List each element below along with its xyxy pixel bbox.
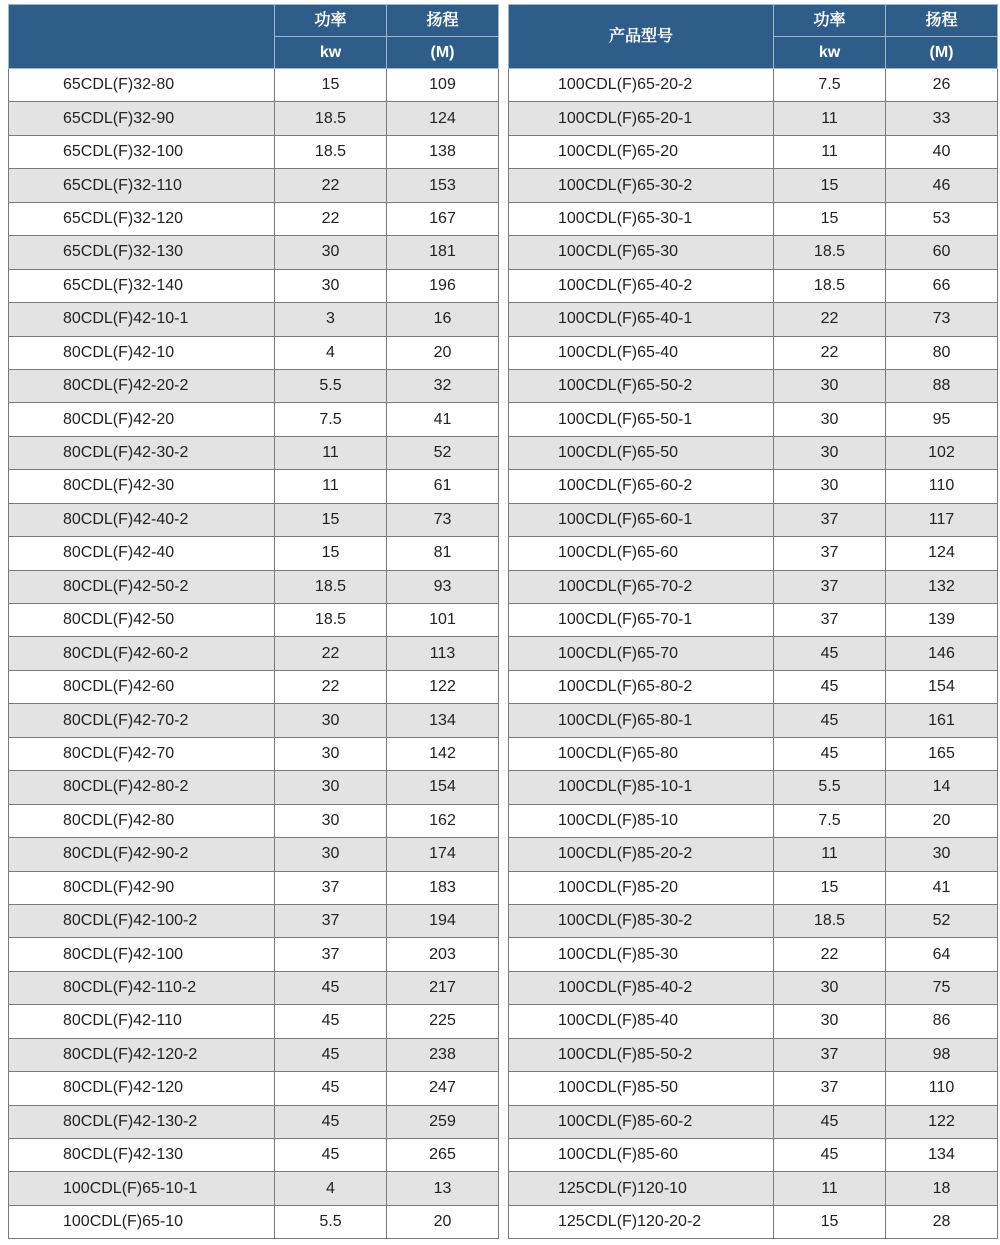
model-cell: 100CDL(F)65-50: [509, 436, 774, 469]
power-cell: 18.5: [774, 236, 886, 269]
head-cell: 167: [387, 202, 499, 235]
model-cell: 65CDL(F)32-90: [9, 102, 275, 135]
head-cell: 110: [886, 1072, 998, 1105]
table-row: [9, 369, 499, 402]
table-row: [9, 303, 499, 336]
power-header: 功率: [275, 5, 387, 37]
power-cell: 11: [275, 470, 387, 503]
spec-table-right: [508, 4, 998, 1239]
power-cell: 37: [774, 604, 886, 637]
head-cell: 28: [886, 1205, 998, 1238]
head-cell: 40: [886, 135, 998, 168]
table-row: [509, 604, 998, 637]
head-cell: 174: [387, 838, 499, 871]
head-cell: 146: [886, 637, 998, 670]
power-cell: 7.5: [275, 403, 387, 436]
table-row: [9, 1072, 499, 1105]
table-row: [509, 1139, 998, 1172]
model-cell: 65CDL(F)32-140: [9, 269, 275, 302]
table-row: [9, 503, 499, 536]
power-cell: 45: [275, 971, 387, 1004]
model-cell: 100CDL(F)65-10: [9, 1205, 275, 1238]
head-cell: 101: [387, 604, 499, 637]
header-row-top: [9, 5, 499, 37]
model-cell: 80CDL(F)42-10-1: [9, 303, 275, 336]
power-cell: 30: [774, 1005, 886, 1038]
model-cell: 80CDL(F)42-100-2: [9, 904, 275, 937]
spec-table-left: [8, 4, 499, 1239]
model-cell: 80CDL(F)42-50: [9, 604, 275, 637]
model-cell: 65CDL(F)32-110: [9, 169, 275, 202]
table-row: [9, 537, 499, 570]
power-cell: 45: [774, 1105, 886, 1138]
power-cell: 22: [275, 202, 387, 235]
model-cell: 80CDL(F)42-10: [9, 336, 275, 369]
power-cell: 4: [275, 336, 387, 369]
table-row: [9, 1205, 499, 1238]
table-row: [509, 369, 998, 402]
power-cell: 15: [275, 537, 387, 570]
head-cell: 30: [886, 838, 998, 871]
head-cell: 142: [387, 737, 499, 770]
model-cell: 80CDL(F)42-50-2: [9, 570, 275, 603]
power-cell: 45: [774, 737, 886, 770]
power-unit: kw: [275, 37, 387, 69]
power-cell: 37: [275, 871, 387, 904]
power-cell: 3: [275, 303, 387, 336]
head-unit: (M): [387, 37, 499, 69]
table-row: [9, 336, 499, 369]
table-row: [9, 236, 499, 269]
head-cell: 33: [886, 102, 998, 135]
head-cell: 13: [387, 1172, 499, 1205]
power-cell: 15: [774, 871, 886, 904]
head-cell: 73: [886, 303, 998, 336]
power-cell: 4: [275, 1172, 387, 1205]
head-cell: 217: [387, 971, 499, 1004]
power-cell: 45: [275, 1139, 387, 1172]
table-row: [509, 1005, 998, 1038]
power-cell: 11: [774, 1172, 886, 1205]
model-cell: 80CDL(F)42-80: [9, 804, 275, 837]
power-cell: 18.5: [275, 135, 387, 168]
table-row: [509, 169, 998, 202]
model-header: 产品型号: [509, 5, 774, 69]
head-cell: 124: [387, 102, 499, 135]
power-cell: 15: [774, 202, 886, 235]
table-row: [509, 470, 998, 503]
model-cell: 80CDL(F)42-20: [9, 403, 275, 436]
model-cell: 100CDL(F)65-30: [509, 236, 774, 269]
head-cell: 41: [886, 871, 998, 904]
table-row: [509, 1038, 998, 1071]
head-cell: 93: [387, 570, 499, 603]
model-cell: 100CDL(F)65-20: [509, 135, 774, 168]
table-row: [509, 303, 998, 336]
header-row-top: [509, 5, 998, 37]
power-cell: 37: [275, 938, 387, 971]
table-row: [9, 135, 499, 168]
model-cell: 80CDL(F)42-90: [9, 871, 275, 904]
power-cell: 30: [275, 269, 387, 302]
table-row: [9, 102, 499, 135]
head-cell: 53: [886, 202, 998, 235]
model-cell: 100CDL(F)85-20-2: [509, 838, 774, 871]
head-cell: 20: [886, 804, 998, 837]
head-header: 扬程: [387, 5, 499, 37]
head-cell: 109: [387, 69, 499, 102]
model-cell: 100CDL(F)85-20: [509, 871, 774, 904]
model-cell: 80CDL(F)42-70: [9, 737, 275, 770]
head-cell: 153: [387, 169, 499, 202]
model-cell: 100CDL(F)85-40-2: [509, 971, 774, 1004]
model-cell: 100CDL(F)65-40-1: [509, 303, 774, 336]
model-cell: 80CDL(F)42-40-2: [9, 503, 275, 536]
table-row: [509, 971, 998, 1004]
power-cell: 11: [774, 135, 886, 168]
power-cell: 30: [275, 737, 387, 770]
power-cell: 37: [774, 537, 886, 570]
head-cell: 16: [387, 303, 499, 336]
head-cell: 32: [387, 369, 499, 402]
power-cell: 45: [275, 1105, 387, 1138]
table-row: [509, 771, 998, 804]
power-cell: 30: [774, 470, 886, 503]
model-cell: 100CDL(F)65-20-2: [509, 69, 774, 102]
power-cell: 5.5: [774, 771, 886, 804]
power-cell: 18.5: [774, 269, 886, 302]
head-cell: 64: [886, 938, 998, 971]
table-row: [509, 637, 998, 670]
table-row: [9, 1139, 499, 1172]
head-cell: 165: [886, 737, 998, 770]
table-row: [509, 570, 998, 603]
model-cell: 80CDL(F)42-60-2: [9, 637, 275, 670]
model-cell: 80CDL(F)42-70-2: [9, 704, 275, 737]
power-cell: 45: [774, 1139, 886, 1172]
table-row: [9, 269, 499, 302]
table-row: [9, 69, 499, 102]
table-row: [9, 737, 499, 770]
model-cell: 100CDL(F)85-10: [509, 804, 774, 837]
model-cell: 100CDL(F)85-30-2: [509, 904, 774, 937]
head-cell: 134: [886, 1139, 998, 1172]
model-cell: 80CDL(F)42-120: [9, 1072, 275, 1105]
table-row: [9, 938, 499, 971]
power-cell: 30: [774, 971, 886, 1004]
power-cell: 37: [774, 570, 886, 603]
model-cell: 100CDL(F)65-30-1: [509, 202, 774, 235]
model-cell: 80CDL(F)42-30-2: [9, 436, 275, 469]
power-cell: 30: [275, 838, 387, 871]
model-cell: 65CDL(F)32-80: [9, 69, 275, 102]
table-row: [9, 1105, 499, 1138]
power-cell: 22: [774, 303, 886, 336]
power-cell: 37: [275, 904, 387, 937]
head-cell: 265: [387, 1139, 499, 1172]
head-cell: 196: [387, 269, 499, 302]
head-cell: 122: [886, 1105, 998, 1138]
head-cell: 46: [886, 169, 998, 202]
power-cell: 11: [774, 838, 886, 871]
power-header: 功率: [774, 5, 886, 37]
power-cell: 22: [275, 670, 387, 703]
model-cell: 100CDL(F)85-10-1: [509, 771, 774, 804]
model-cell: 100CDL(F)85-40: [509, 1005, 774, 1038]
model-cell: 80CDL(F)42-130-2: [9, 1105, 275, 1138]
power-cell: 18.5: [275, 570, 387, 603]
table-row: [9, 771, 499, 804]
table-row: [9, 1038, 499, 1071]
head-cell: 73: [387, 503, 499, 536]
power-cell: 37: [774, 1038, 886, 1071]
power-cell: 22: [275, 637, 387, 670]
power-cell: 45: [774, 670, 886, 703]
head-cell: 259: [387, 1105, 499, 1138]
table-row: [509, 804, 998, 837]
table-row: [509, 904, 998, 937]
power-cell: 45: [774, 637, 886, 670]
head-cell: 20: [387, 336, 499, 369]
table-row: [509, 135, 998, 168]
power-cell: 37: [774, 503, 886, 536]
head-cell: 247: [387, 1072, 499, 1105]
power-cell: 45: [275, 1038, 387, 1071]
table-row: [509, 336, 998, 369]
table-row: [509, 737, 998, 770]
table-row: [9, 904, 499, 937]
head-cell: 41: [387, 403, 499, 436]
power-cell: 22: [774, 336, 886, 369]
head-cell: 124: [886, 537, 998, 570]
head-cell: 14: [886, 771, 998, 804]
table-row: [9, 436, 499, 469]
head-cell: 154: [886, 670, 998, 703]
model-cell: 80CDL(F)42-40: [9, 537, 275, 570]
power-cell: 18.5: [774, 904, 886, 937]
model-cell: 80CDL(F)42-80-2: [9, 771, 275, 804]
head-cell: 138: [387, 135, 499, 168]
head-cell: 194: [387, 904, 499, 937]
model-cell: 100CDL(F)65-70: [509, 637, 774, 670]
model-cell: 100CDL(F)65-60: [509, 537, 774, 570]
head-cell: 80: [886, 336, 998, 369]
table-row: [509, 102, 998, 135]
power-cell: 11: [275, 436, 387, 469]
model-cell: 65CDL(F)32-100: [9, 135, 275, 168]
table-row: [509, 503, 998, 536]
table-row: [509, 1205, 998, 1238]
head-cell: 117: [886, 503, 998, 536]
model-cell: 100CDL(F)65-10-1: [9, 1172, 275, 1205]
model-cell: 80CDL(F)42-20-2: [9, 369, 275, 402]
power-cell: 30: [275, 236, 387, 269]
head-cell: 66: [886, 269, 998, 302]
model-cell: 100CDL(F)65-70-1: [509, 604, 774, 637]
head-cell: 20: [387, 1205, 499, 1238]
table-row: [9, 169, 499, 202]
head-cell: 102: [886, 436, 998, 469]
power-cell: 30: [774, 403, 886, 436]
model-cell: 80CDL(F)42-100: [9, 938, 275, 971]
power-cell: 30: [275, 704, 387, 737]
table-row: [509, 704, 998, 737]
table-row: [9, 1172, 499, 1205]
head-cell: 134: [387, 704, 499, 737]
table-row: [9, 670, 499, 703]
table-row: [9, 570, 499, 603]
head-cell: 60: [886, 236, 998, 269]
power-cell: 22: [275, 169, 387, 202]
model-cell: 100CDL(F)65-50-2: [509, 369, 774, 402]
model-cell: 65CDL(F)32-120: [9, 202, 275, 235]
table-row: [9, 637, 499, 670]
power-cell: 30: [275, 804, 387, 837]
head-cell: 81: [387, 537, 499, 570]
model-cell: 80CDL(F)42-110: [9, 1005, 275, 1038]
table-row: [509, 1105, 998, 1138]
table-row: [9, 1005, 499, 1038]
head-header: 扬程: [886, 5, 998, 37]
head-cell: 225: [387, 1005, 499, 1038]
model-cell: 80CDL(F)42-120-2: [9, 1038, 275, 1071]
table-row: [9, 403, 499, 436]
table-row: [509, 403, 998, 436]
head-cell: 161: [886, 704, 998, 737]
model-cell: 100CDL(F)85-60: [509, 1139, 774, 1172]
model-cell: 80CDL(F)42-90-2: [9, 838, 275, 871]
table-row: [509, 838, 998, 871]
table-row: [9, 971, 499, 1004]
power-cell: 15: [275, 69, 387, 102]
model-cell: 100CDL(F)65-60-2: [509, 470, 774, 503]
power-cell: 15: [774, 169, 886, 202]
head-cell: 162: [387, 804, 499, 837]
power-cell: 30: [275, 771, 387, 804]
model-cell: 100CDL(F)65-50-1: [509, 403, 774, 436]
table-row: [509, 69, 998, 102]
table-row: [509, 871, 998, 904]
head-cell: 86: [886, 1005, 998, 1038]
head-cell: 110: [886, 470, 998, 503]
table-row: [509, 1072, 998, 1105]
model-cell: 65CDL(F)32-130: [9, 236, 275, 269]
table-row: [509, 670, 998, 703]
model-cell: 80CDL(F)42-30: [9, 470, 275, 503]
power-cell: 15: [774, 1205, 886, 1238]
head-unit: (M): [886, 37, 998, 69]
model-cell: 80CDL(F)42-60: [9, 670, 275, 703]
head-cell: 154: [387, 771, 499, 804]
model-cell: 125CDL(F)120-20-2: [509, 1205, 774, 1238]
table-row: [9, 470, 499, 503]
head-cell: 132: [886, 570, 998, 603]
model-cell: 100CDL(F)85-60-2: [509, 1105, 774, 1138]
power-cell: 11: [774, 102, 886, 135]
model-cell: 100CDL(F)65-20-1: [509, 102, 774, 135]
model-cell: 100CDL(F)65-70-2: [509, 570, 774, 603]
table-row: [509, 537, 998, 570]
head-cell: 26: [886, 69, 998, 102]
head-cell: 122: [387, 670, 499, 703]
head-cell: 52: [387, 436, 499, 469]
table-row: [9, 804, 499, 837]
head-cell: 61: [387, 470, 499, 503]
power-cell: 45: [275, 1005, 387, 1038]
model-cell: 100CDL(F)65-30-2: [509, 169, 774, 202]
power-cell: 5.5: [275, 369, 387, 402]
model-cell: 100CDL(F)65-80: [509, 737, 774, 770]
table-body: [9, 69, 499, 1239]
power-cell: 7.5: [774, 69, 886, 102]
table-row: [509, 269, 998, 302]
power-unit: kw: [774, 37, 886, 69]
table-row: [509, 1172, 998, 1205]
model-cell: 125CDL(F)120-10: [509, 1172, 774, 1205]
head-cell: 18: [886, 1172, 998, 1205]
head-cell: 113: [387, 637, 499, 670]
head-cell: 88: [886, 369, 998, 402]
head-cell: 95: [886, 403, 998, 436]
head-cell: 183: [387, 871, 499, 904]
table-row: [509, 436, 998, 469]
head-cell: 203: [387, 938, 499, 971]
power-cell: 45: [774, 704, 886, 737]
head-cell: 75: [886, 971, 998, 1004]
model-cell: 100CDL(F)65-80-1: [509, 704, 774, 737]
power-cell: 30: [774, 436, 886, 469]
model-cell: 100CDL(F)65-60-1: [509, 503, 774, 536]
model-cell: 80CDL(F)42-110-2: [9, 971, 275, 1004]
table-row: [509, 236, 998, 269]
model-header: [9, 5, 275, 69]
table-row: [9, 871, 499, 904]
head-cell: 52: [886, 904, 998, 937]
model-cell: 100CDL(F)85-50: [509, 1072, 774, 1105]
model-cell: 100CDL(F)65-40: [509, 336, 774, 369]
power-cell: 5.5: [275, 1205, 387, 1238]
model-cell: 100CDL(F)85-50-2: [509, 1038, 774, 1071]
power-cell: 45: [275, 1072, 387, 1105]
power-cell: 7.5: [774, 804, 886, 837]
head-cell: 139: [886, 604, 998, 637]
model-cell: 80CDL(F)42-130: [9, 1139, 275, 1172]
head-cell: 238: [387, 1038, 499, 1071]
table-row: [9, 838, 499, 871]
power-cell: 37: [774, 1072, 886, 1105]
model-cell: 100CDL(F)65-80-2: [509, 670, 774, 703]
head-cell: 181: [387, 236, 499, 269]
power-cell: 30: [774, 369, 886, 402]
table-row: [9, 202, 499, 235]
table-row: [509, 938, 998, 971]
power-cell: 15: [275, 503, 387, 536]
table-body: [509, 69, 998, 1239]
table-row: [509, 202, 998, 235]
head-cell: 98: [886, 1038, 998, 1071]
power-cell: 22: [774, 938, 886, 971]
power-cell: 18.5: [275, 102, 387, 135]
model-cell: 100CDL(F)65-40-2: [509, 269, 774, 302]
model-cell: 100CDL(F)85-30: [509, 938, 774, 971]
power-cell: 18.5: [275, 604, 387, 637]
table-row: [9, 704, 499, 737]
table-row: [9, 604, 499, 637]
